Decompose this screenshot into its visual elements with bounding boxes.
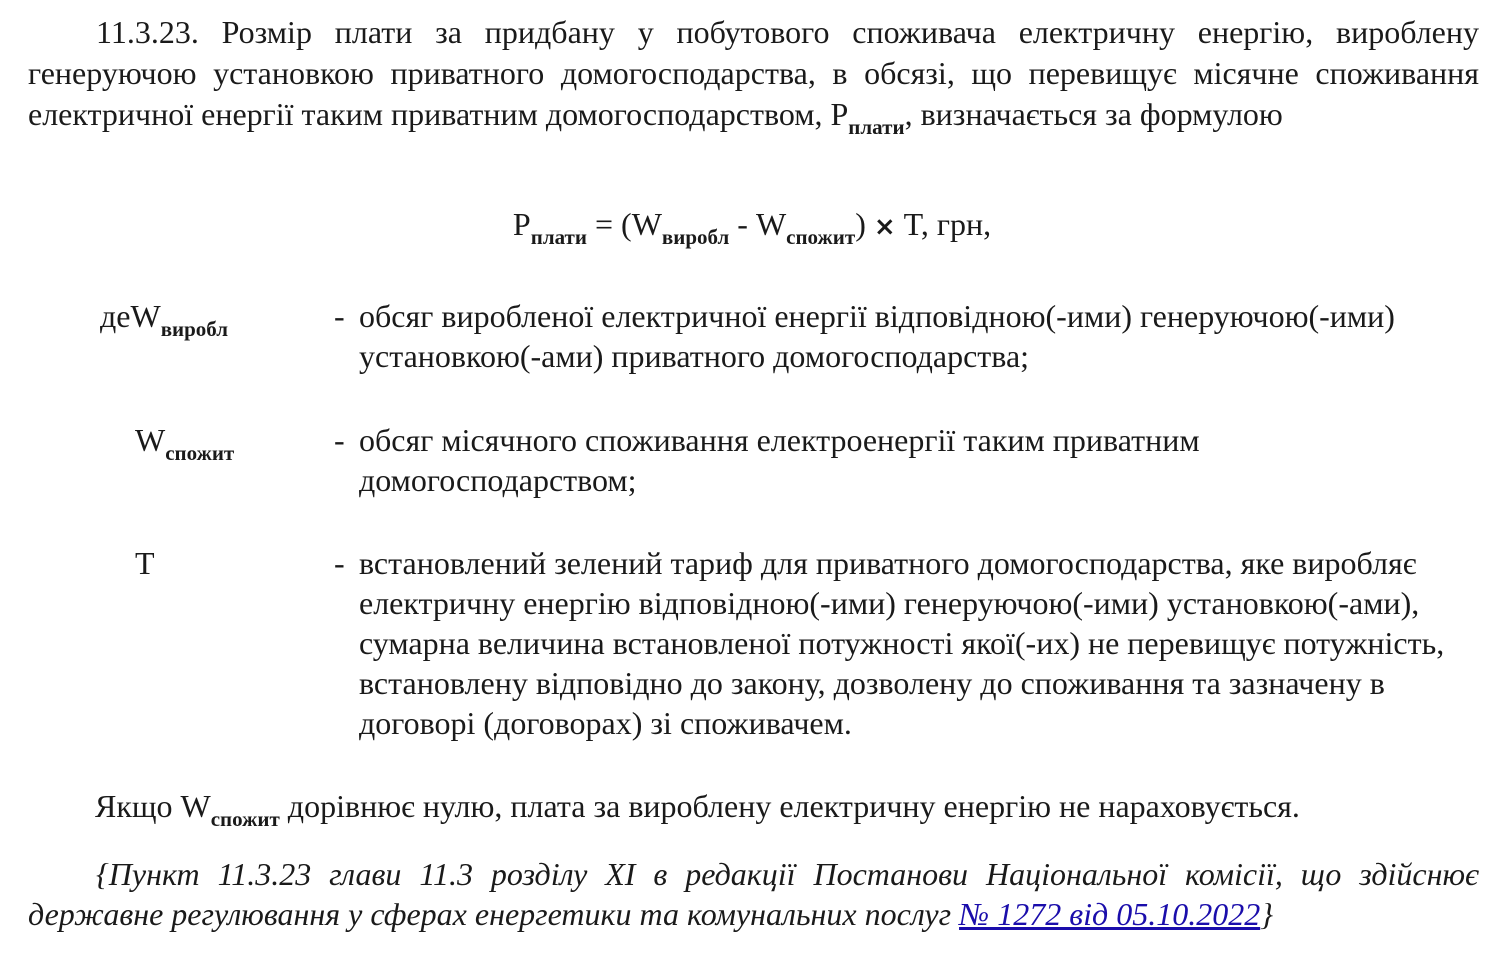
note-subscript: спожит bbox=[210, 807, 280, 831]
note-pre: Якщо W bbox=[95, 788, 211, 824]
definition-text: обсяг виробленої електричної енергії відповідною(-ими) генеруючою(-ими) установкою(-ами) приватного домогосподарства; bbox=[359, 298, 1395, 374]
lead-tail: , визначається за формулою bbox=[904, 96, 1283, 132]
formula-eq: = (W bbox=[586, 206, 662, 242]
definition-term bbox=[100, 296, 229, 341]
definition-term bbox=[135, 420, 235, 465]
multiply-icon: × bbox=[873, 212, 896, 242]
payment-formula bbox=[0, 204, 1504, 248]
zero-consumption-note bbox=[95, 786, 1495, 831]
formula-w2-subscript: спожит bbox=[786, 225, 856, 249]
formula-tail: T, грн, bbox=[895, 206, 992, 242]
definition-prefix: де bbox=[100, 298, 131, 334]
formula-p: P bbox=[512, 206, 531, 242]
lead-text: 11.3.23. Розмір плати за придбану у побутового споживача електричну енергію, вироблену генеруючою установкою приватного домогосподарства, в обсязі, що перевищує місячне споживання електричної енергії таким приватним домогосподарством, P bbox=[28, 14, 1479, 132]
definition-dash: - bbox=[334, 298, 345, 334]
edition-text: {Пункт 11.3.23 глави 11.3 розділу XI в редакції Постанови Національної комісії, що здійснює державне регулювання у сферах енергетики та комунальних послуг bbox=[28, 856, 1479, 932]
lead-subscript: плати bbox=[848, 115, 905, 139]
definition-symbol: W bbox=[135, 422, 166, 458]
definition-text: встановлений зелений тариф для приватного домогосподарства, яке виробляє електричну енергію відповідною(-ими) генеруючою(-ими) установкою(-ами), сумарна величина встановленої потужності якої(-их) не перевищує потужність, встановлену відповідно до закону, дозволену до споживання та зазначену в договорі (договорах) зі споживачем. bbox=[359, 545, 1445, 741]
definition-text: обсяг місячного споживання електроенергії таким приватним домогосподарством; bbox=[359, 422, 1200, 498]
resolution-link[interactable]: № 1272 від 05.10.2022 bbox=[959, 896, 1261, 932]
definition-dash: - bbox=[334, 545, 345, 581]
definition-dash: - bbox=[334, 422, 345, 458]
note-post: дорівнює нулю, плата за вироблену електричну енергію не нараховується. bbox=[279, 788, 1300, 824]
definition-symbol: T bbox=[135, 545, 155, 581]
formula-w1-subscript: виробл bbox=[661, 225, 730, 249]
definition-symbol: W bbox=[130, 298, 161, 334]
lead-paragraph bbox=[28, 12, 1479, 139]
definition-subscript: виробл bbox=[160, 317, 229, 341]
formula-p-subscript: плати bbox=[530, 225, 587, 249]
definition-subscript: спожит bbox=[165, 441, 235, 465]
formula-minus: - W bbox=[729, 206, 787, 242]
edition-note bbox=[28, 854, 1479, 934]
edition-close: } bbox=[1260, 896, 1273, 932]
formula-close: ) bbox=[855, 206, 866, 242]
definition-term bbox=[135, 543, 155, 584]
